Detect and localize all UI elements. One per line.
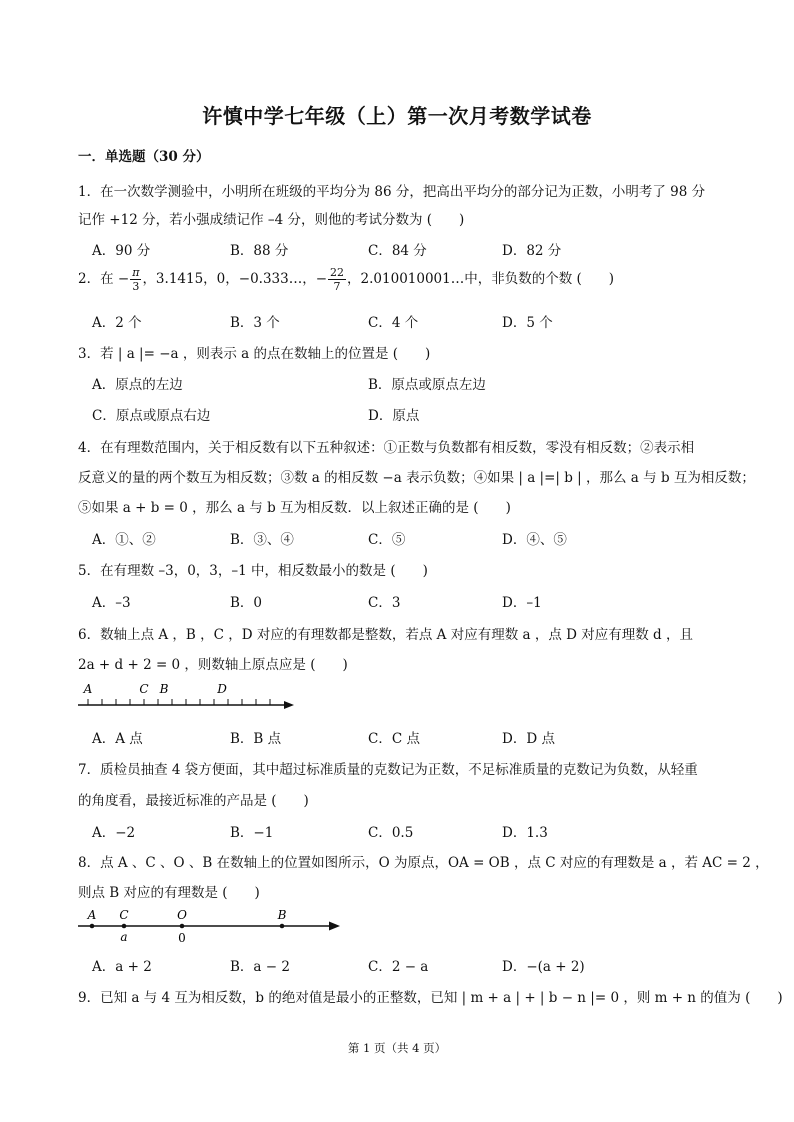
q7-line1: 7．质检员抽查 4 袋方便面，其中超过标准质量的克数记为正数，不足标准质量的克数记为负数，从轻重 xyxy=(78,762,698,778)
q8-option-d[interactable]: D．−(a + 2) xyxy=(502,959,585,975)
page-title: 许慎中学七年级（上）第一次月考数学试卷 xyxy=(202,104,592,128)
q4-option-c[interactable]: C．⑤ xyxy=(368,532,406,548)
q5-option-b[interactable]: B．0 xyxy=(230,595,263,611)
q6-option-b[interactable]: B．B 点 xyxy=(230,731,282,747)
q6-line2: 2a + d + 2 = 0 ，则数轴上原点应是 ( ) xyxy=(78,657,348,673)
q1-line1: 1．在一次数学测验中，小明所在班级的平均分为 86 分，把高出平均分的部分记为正数，小明考了 98 分 xyxy=(78,184,706,200)
q4-option-b[interactable]: B．③、④ xyxy=(230,532,294,548)
q6-label-b: B xyxy=(159,682,169,696)
q8-value-a: a xyxy=(120,930,128,944)
q6-label-a: A xyxy=(83,682,93,696)
q1-option-d[interactable]: D．82 分 xyxy=(502,243,562,259)
q2-fraction-pi-over-3: $\frac{\pi}{3}$ xyxy=(132,266,140,293)
q8-point-o xyxy=(180,924,185,929)
q7-option-b[interactable]: B．−1 xyxy=(230,825,274,841)
q8-line1: 8．点 A 、C 、O 、B 在数轴上的位置如图所示，O 为原点，OA = OB ，点 C 对应的有理数是 a ，若 AC = 2 ， xyxy=(78,855,769,871)
q8-point-a xyxy=(90,924,95,929)
q8-value-zero: 0 xyxy=(178,931,186,945)
q8-axis-arrow xyxy=(329,922,340,931)
q2-option-a[interactable]: A．2 个 xyxy=(92,315,142,331)
q2-option-c[interactable]: C．4 个 xyxy=(368,315,419,331)
q6-number-line-figure xyxy=(74,678,300,714)
q8-label-b: B xyxy=(277,908,287,922)
q6-ticks xyxy=(88,699,270,705)
q3-option-d[interactable]: D．原点 xyxy=(368,408,420,424)
q2-fraction-22-over-7: $\frac{22}{7}$ xyxy=(330,266,345,293)
q7-option-d[interactable]: D．1.3 xyxy=(502,825,548,841)
q8-number-line-figure xyxy=(74,906,346,946)
q2-suffix: ，2.010010001…中，非负数的个数 ( ) xyxy=(347,271,615,287)
q6-axis-arrow xyxy=(284,701,294,709)
section-heading: 一．单选题（30 分） xyxy=(78,149,210,165)
q7-line2: 的角度看，最接近标准的产品是 ( ) xyxy=(78,793,309,809)
q8-option-a[interactable]: A．a + 2 xyxy=(92,959,152,975)
q1-option-b[interactable]: B．88 分 xyxy=(230,243,289,259)
q8-option-b[interactable]: B．a − 2 xyxy=(230,959,290,975)
q9-line1: 9．已知 a 与 4 互为相反数，b 的绝对值是最小的正整数，已知 | m + a | + | b − n |= 0 ，则 m + n 的值为 ( ) xyxy=(78,990,783,1006)
q7-option-c[interactable]: C．0.5 xyxy=(368,825,414,841)
q6-option-a[interactable]: A．A 点 xyxy=(92,731,143,747)
page-footer: 第 1 页（共 4 页） xyxy=(347,1041,447,1055)
q1-option-c[interactable]: C．84 分 xyxy=(368,243,427,259)
q6-option-c[interactable]: C．C 点 xyxy=(368,731,420,747)
q5-line1: 5．在有理数 –3，0，3，–1 中，相反数最小的数是 ( ) xyxy=(78,563,428,579)
q4-line2: 反意义的量的两个数互为相反数；③数 a 的相反数 −a 表示负数；④如果 | a |=| b | ，那么 a 与 b 互为相反数； xyxy=(78,470,755,486)
q4-line1: 4．在有理数范围内，关于相反数有以下五种叙述：①正数与负数都有相反数，零没有相反数；②表示相 xyxy=(78,440,695,456)
q2-prefix: 2．在 − xyxy=(78,271,130,287)
q2-option-d[interactable]: D．5 个 xyxy=(502,315,553,331)
q4-option-d[interactable]: D．④、⑤ xyxy=(502,532,567,548)
q4-option-a[interactable]: A．①、② xyxy=(92,532,156,548)
q7-option-a[interactable]: A．−2 xyxy=(92,825,136,841)
q2-middle: ，3.1415，0，−0.333…，− xyxy=(142,271,328,287)
q5-option-c[interactable]: C．3 xyxy=(368,595,401,611)
q3-option-a[interactable]: A．原点的左边 xyxy=(92,377,183,393)
q6-label-d: D xyxy=(217,682,227,696)
q8-line2: 则点 B 对应的有理数是 ( ) xyxy=(78,885,260,901)
q8-label-o: O xyxy=(177,908,187,922)
q1-line2: 记作 +12 分，若小强成绩记作 –4 分，则他的考试分数为 ( ) xyxy=(78,212,465,228)
q8-label-c: C xyxy=(119,908,129,922)
q8-point-c xyxy=(122,924,127,929)
q2-line xyxy=(78,266,728,293)
q6-option-d[interactable]: D．D 点 xyxy=(502,731,555,747)
q3-option-b[interactable]: B．原点或原点左边 xyxy=(368,377,486,393)
q6-line1: 6．数轴上点 A ，B ，C ，D 对应的有理数都是整数，若点 A 对应有理数 a ，点 D 对应有理数 d ，且 xyxy=(78,627,693,643)
q8-option-c[interactable]: C．2 − a xyxy=(368,959,429,975)
q4-line3: ⑤如果 a + b = 0 ，那么 a 与 b 互为相反数．以上叙述正确的是 ( ) xyxy=(78,500,511,516)
q8-point-b xyxy=(280,924,285,929)
q3-line1: 3．若 | a |= −a ，则表示 a 的点在数轴上的位置是 ( ) xyxy=(78,346,431,362)
q1-option-a[interactable]: A．90 分 xyxy=(92,243,151,259)
q8-label-a: A xyxy=(87,908,97,922)
q6-label-c: C xyxy=(139,682,149,696)
q5-option-d[interactable]: D．–1 xyxy=(502,595,542,611)
q5-option-a[interactable]: A．–3 xyxy=(92,595,131,611)
q2-option-b[interactable]: B．3 个 xyxy=(230,315,280,331)
q3-option-c[interactable]: C．原点或原点右边 xyxy=(92,408,211,424)
